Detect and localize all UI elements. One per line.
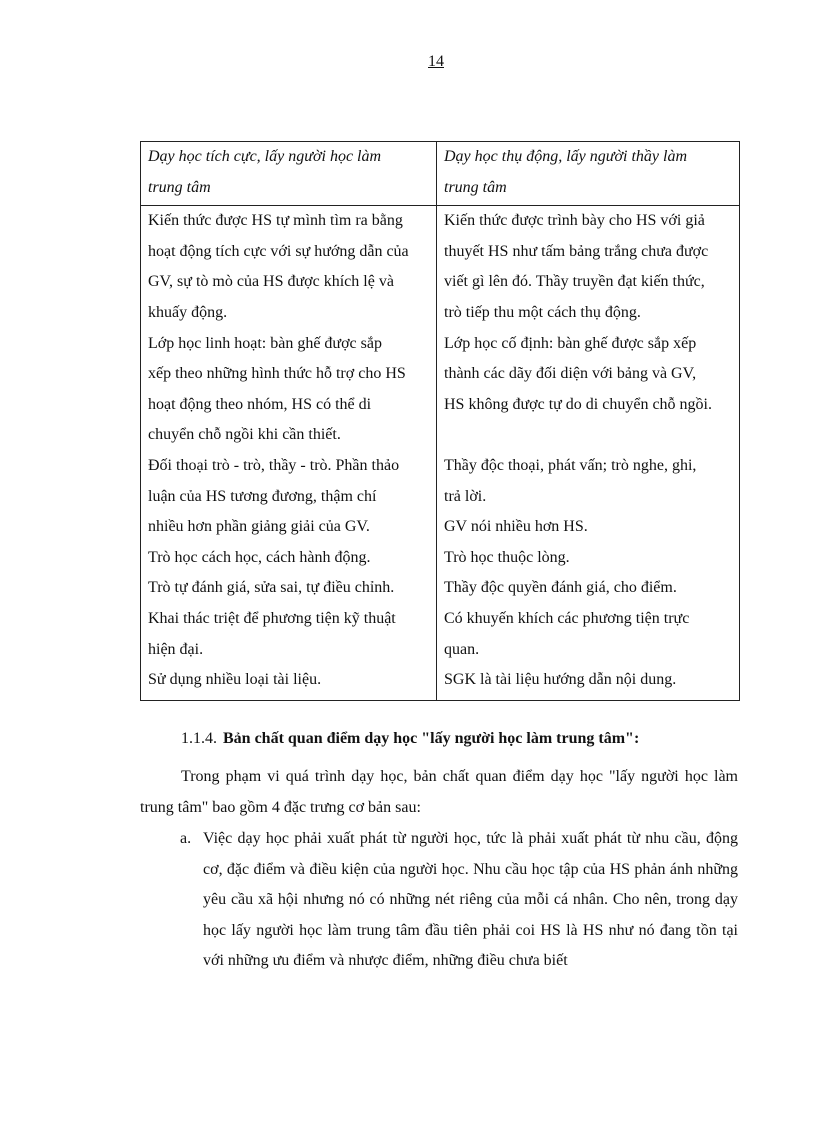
- cell-passive-learning: [437, 206, 740, 329]
- cell-active-learning: [141, 665, 437, 700]
- cell-line: thành các dãy đối diện với bảng và GV,: [444, 365, 697, 383]
- section-title: Bản chất quan điểm dạy học "lấy người học làm trung tâm":: [223, 730, 640, 747]
- cell-line: Trò học thuộc lòng.: [444, 548, 570, 566]
- table-row: [141, 206, 740, 329]
- cell-line: HS không được tự do di chuyển chỗ ngồi.: [444, 395, 712, 413]
- list-item-text: Việc dạy học phải xuất phát từ người học, tức là phải xuất phát từ nhu cầu, động cơ, đặc điểm và điều kiện của người học. Nhu cầu học tập của HS phản ánh những yêu cầu xã hội nhưng nó có những nét riêng của mỗi cá nhân. Cho nên, trong dạy học lấy người học làm trung tâm đầu tiên phải coi HS là HS như nó đang tồn tại với những ưu điểm và nhược điểm, những điều chưa biết: [203, 830, 738, 970]
- cell-passive-learning: [437, 543, 740, 574]
- cell-line: GV, sự tò mò của HS được khích lệ và: [148, 273, 394, 291]
- table-row: [141, 451, 740, 543]
- cell-passive-learning: [437, 329, 740, 451]
- cell-line: Trò học cách học, cách hành động.: [148, 548, 371, 566]
- cell-active-learning: [141, 604, 437, 665]
- header-line: Dạy học tích cực, lấy người học làm: [148, 148, 382, 165]
- cell-line: GV nói nhiều hơn HS.: [444, 518, 588, 536]
- header-line: trung tâm: [444, 178, 507, 196]
- cell-line: Lớp học linh hoạt: bàn ghế được sắp: [148, 334, 382, 352]
- cell-line: Kiến thức được HS tự mình tìm ra bằng: [148, 212, 403, 230]
- page-number: 14: [428, 53, 444, 70]
- table-row: [141, 665, 740, 700]
- cell-active-learning: [141, 543, 437, 574]
- cell-line: hoạt động theo nhóm, HS có thể di: [148, 395, 372, 413]
- header-line: trung tâm: [148, 178, 211, 196]
- cell-line: luận của HS tương đương, thậm chí: [148, 487, 377, 505]
- cell-passive-learning: [437, 665, 740, 700]
- cell-line: trò tiếp thu một cách thụ động.: [444, 303, 641, 321]
- cell-line: hiện đại.: [148, 640, 204, 658]
- cell-line: nhiều hơn phần giảng giải của GV.: [148, 518, 370, 536]
- cell-line: thuyết HS như tấm bảng trắng chưa được: [444, 242, 709, 260]
- cell-line: Sử dụng nhiều loại tài liệu.: [148, 671, 322, 689]
- cell-line: Đối thoại trò - trò, thầy - trò. Phần thảo: [148, 456, 400, 474]
- intro-paragraph: [140, 762, 738, 823]
- cell-passive-learning: [437, 573, 740, 604]
- cell-line: trả lời.: [444, 487, 487, 505]
- cell-passive-learning: [437, 451, 740, 543]
- cell-active-learning: [141, 451, 437, 543]
- comparison-table: [140, 141, 740, 701]
- cell-passive-learning: [437, 604, 740, 665]
- list-item: [180, 824, 738, 977]
- cell-active-learning: [141, 573, 437, 604]
- cell-line: chuyển chỗ ngồi khi cần thiết.: [148, 426, 341, 444]
- section-number: 1.1.4.: [181, 730, 217, 747]
- table-row: [141, 573, 740, 604]
- cell-line: Khai thác triệt để phương tiện kỹ thuật: [148, 609, 396, 627]
- cell-line: Kiến thức được trình bày cho HS với giả: [444, 212, 705, 230]
- intro-text: Trong phạm vi quá trình dạy học, bản chất quan điểm dạy học "lấy người học làm trung tâm" bao gồm 4 đặc trưng cơ bản sau:: [140, 768, 738, 816]
- cell-line: hoạt động tích cực với sự hướng dẫn của: [148, 242, 409, 260]
- header-active-learning: [141, 142, 437, 206]
- cell-line: Thầy độc thoại, phát vấn; trò nghe, ghi,: [444, 456, 697, 474]
- cell-line: SGK là tài liệu hướng dẫn nội dung.: [444, 671, 677, 689]
- cell-line: Có khuyến khích các phương tiện trực: [444, 609, 690, 627]
- cell-line: viết gì lên đó. Thầy truyền đạt kiến thức,: [444, 273, 705, 291]
- cell-line: Thầy độc quyền đánh giá, cho điểm.: [444, 579, 677, 597]
- cell-line: xếp theo những hình thức hỗ trợ cho HS: [148, 365, 406, 383]
- table-row: [141, 543, 740, 574]
- cell-active-learning: [141, 329, 437, 451]
- cell-line: quan.: [444, 640, 480, 658]
- cell-line: Trò tự đánh giá, sửa sai, tự điều chỉnh.: [148, 579, 395, 597]
- table-row: [141, 604, 740, 665]
- cell-active-learning: [141, 206, 437, 329]
- header-line: Dạy học thụ động, lấy người thầy làm: [444, 148, 688, 165]
- table-header-row: [141, 142, 740, 206]
- list-marker: a.: [180, 830, 192, 847]
- header-passive-learning: [437, 142, 740, 206]
- cell-line: Lớp học cố định: bàn ghế được sắp xếp: [444, 334, 697, 352]
- table-row: [141, 329, 740, 451]
- cell-line: khuấy động.: [148, 303, 228, 321]
- section-heading: [181, 730, 639, 748]
